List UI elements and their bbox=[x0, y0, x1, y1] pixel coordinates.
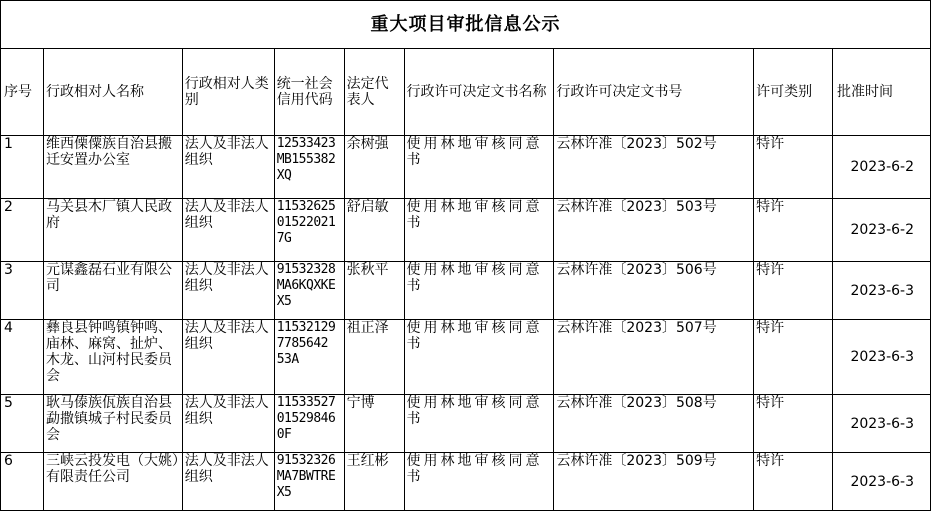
cell-no: 1 bbox=[1, 136, 44, 199]
header-doc-name: 行政许可决定文书名称 bbox=[404, 49, 554, 136]
table-row bbox=[1, 395, 931, 453]
cell-legal-rep: 宁博 bbox=[344, 395, 404, 453]
cell-permit-type: 特许 bbox=[754, 395, 833, 453]
table-row bbox=[1, 453, 931, 511]
cell-legal-rep: 张秋平 bbox=[344, 262, 404, 320]
table-body bbox=[1, 136, 931, 511]
cell-legal-rep: 舒启敏 bbox=[344, 199, 404, 262]
table-row bbox=[1, 136, 931, 199]
cell-category: 法人及非法人组织 bbox=[182, 199, 274, 262]
cell-party: 马关县木厂镇人民政府 bbox=[43, 199, 182, 262]
table-row bbox=[1, 262, 931, 320]
cell-party: 维西傈僳族自治县搬迁安置办公室 bbox=[43, 136, 182, 199]
cell-legal-rep: 王红彬 bbox=[344, 453, 404, 511]
cell-credit-code: 11532625015220217G bbox=[274, 199, 344, 262]
table-header-row bbox=[1, 49, 931, 136]
cell-category: 法人及非法人组织 bbox=[182, 320, 274, 395]
cell-date: 2023-6-3 bbox=[833, 453, 931, 511]
cell-date: 2023-6-3 bbox=[833, 320, 931, 395]
cell-permit-type: 特许 bbox=[754, 262, 833, 320]
cell-credit-code: 12533423MB155382XQ bbox=[274, 136, 344, 199]
cell-doc-no: 云林许准〔2023〕509号 bbox=[554, 453, 754, 511]
cell-doc-name: 使用林地审核同意书 bbox=[404, 395, 554, 453]
cell-permit-type: 特许 bbox=[754, 136, 833, 199]
cell-doc-no: 云林许准〔2023〕506号 bbox=[554, 262, 754, 320]
cell-no: 5 bbox=[1, 395, 44, 453]
header-party: 行政相对人名称 bbox=[43, 49, 182, 136]
cell-legal-rep: 余树强 bbox=[344, 136, 404, 199]
cell-doc-no: 云林许准〔2023〕507号 bbox=[554, 320, 754, 395]
cell-doc-no: 云林许准〔2023〕503号 bbox=[554, 199, 754, 262]
cell-party: 三峡云投发电（大姚）有限责任公司 bbox=[43, 453, 182, 511]
cell-permit-type: 特许 bbox=[754, 453, 833, 511]
cell-doc-name: 使用林地审核同意书 bbox=[404, 262, 554, 320]
cell-doc-name: 使用林地审核同意书 bbox=[404, 320, 554, 395]
header-permit-type: 许可类别 bbox=[754, 49, 833, 136]
cell-date: 2023-6-2 bbox=[833, 199, 931, 262]
cell-doc-no: 云林许准〔2023〕502号 bbox=[554, 136, 754, 199]
cell-no: 6 bbox=[1, 453, 44, 511]
cell-category: 法人及非法人组织 bbox=[182, 395, 274, 453]
cell-credit-code: 11533527015298460F bbox=[274, 395, 344, 453]
cell-category: 法人及非法人组织 bbox=[182, 136, 274, 199]
cell-legal-rep: 祖正泽 bbox=[344, 320, 404, 395]
cell-credit-code: 91532328MA6KQXKEX5 bbox=[274, 262, 344, 320]
cell-doc-no: 云林许准〔2023〕508号 bbox=[554, 395, 754, 453]
cell-credit-code: 115321297785642 53A bbox=[274, 320, 344, 395]
cell-doc-name: 使用林地审核同意书 bbox=[404, 136, 554, 199]
header-credit-code: 统一社会信用代码 bbox=[274, 49, 344, 136]
cell-date: 2023-6-2 bbox=[833, 136, 931, 199]
cell-no: 2 bbox=[1, 199, 44, 262]
cell-date: 2023-6-3 bbox=[833, 395, 931, 453]
cell-permit-type: 特许 bbox=[754, 199, 833, 262]
cell-no: 3 bbox=[1, 262, 44, 320]
cell-date: 2023-6-3 bbox=[833, 262, 931, 320]
table-row bbox=[1, 199, 931, 262]
header-doc-no: 行政许可决定文书号 bbox=[554, 49, 754, 136]
cell-permit-type: 特许 bbox=[754, 320, 833, 395]
cell-party: 元谋鑫磊石业有限公司 bbox=[43, 262, 182, 320]
header-category: 行政相对人类别 bbox=[182, 49, 274, 136]
cell-party: 耿马傣族佤族自治县勐撒镇城子村民委员会 bbox=[43, 395, 182, 453]
header-no: 序号 bbox=[1, 49, 44, 136]
header-legal-rep: 法定代表人 bbox=[344, 49, 404, 136]
page-title: 重大项目审批信息公示 bbox=[1, 1, 931, 49]
cell-category: 法人及非法人组织 bbox=[182, 262, 274, 320]
header-date: 批准时间 bbox=[833, 49, 931, 136]
table-row bbox=[1, 320, 931, 395]
cell-doc-name: 使用林地审核同意书 bbox=[404, 199, 554, 262]
cell-no: 4 bbox=[1, 320, 44, 395]
cell-party: 彝良县钟鸣镇钟鸣、庙林、麻窝、扯炉、木龙、山河村民委员会 bbox=[43, 320, 182, 395]
cell-credit-code: 91532326MA7BWTREX5 bbox=[274, 453, 344, 511]
cell-category: 法人及非法人组织 bbox=[182, 453, 274, 511]
cell-doc-name: 使用林地审核同意书 bbox=[404, 453, 554, 511]
